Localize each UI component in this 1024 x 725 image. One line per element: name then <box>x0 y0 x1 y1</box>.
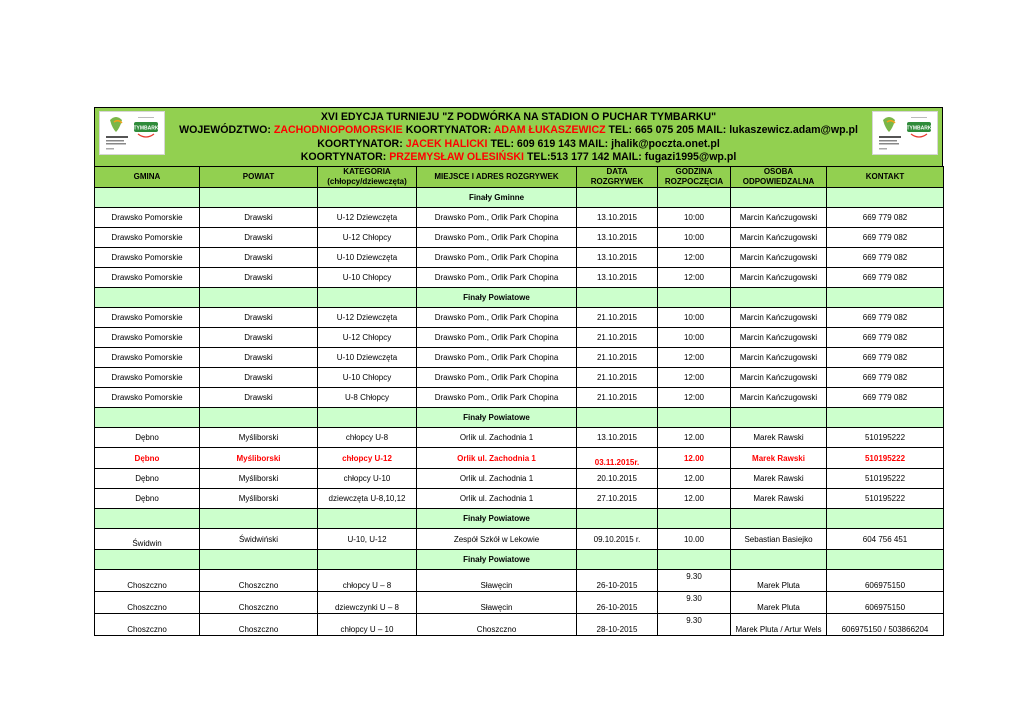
cell-godzina: 12.00 <box>658 489 731 509</box>
cell-miejsce: Drawsko Pom., Orlik Park Chopina <box>417 248 577 268</box>
section-empty-cell <box>827 188 944 208</box>
cell-kategoria: chłopcy U – 10 <box>318 614 417 636</box>
section-empty-cell <box>200 188 318 208</box>
cell-powiat: Drawski <box>200 208 318 228</box>
cell-kontakt: 669 779 082 <box>827 268 944 288</box>
schedule-table <box>94 166 944 636</box>
cell-gmina: Drawsko Pomorskie <box>95 208 200 228</box>
cell-gmina: Drawsko Pomorskie <box>95 368 200 388</box>
cell-powiat: Drawski <box>200 348 318 368</box>
column-header-godzina: GODZINA ROZPOCZĘCIA <box>658 167 731 188</box>
cell-gmina: Dębno <box>95 448 200 469</box>
section-title: Finały Powiatowe <box>417 509 577 529</box>
cell-kontakt: 606975150 / 503866204 <box>827 614 944 636</box>
cell-osoba: Marcin Kańczugowski <box>731 388 827 408</box>
header-text <box>95 111 942 165</box>
section-empty-cell <box>318 408 417 428</box>
cell-data: 13.10.2015 <box>577 228 658 248</box>
cell-osoba: Marcin Kańczugowski <box>731 368 827 388</box>
cell-osoba: Marek Pluta <box>731 592 827 614</box>
section-empty-cell <box>95 408 200 428</box>
cell-gmina: Drawsko Pomorskie <box>95 228 200 248</box>
cell-kategoria: chłopcy U-8 <box>318 428 417 448</box>
cell-kontakt: 510195222 <box>827 448 944 469</box>
cell-powiat: Myśliborski <box>200 428 318 448</box>
cell-godzina: 12:00 <box>658 368 731 388</box>
tymbark-logo-right <box>872 111 938 155</box>
cell-powiat: Choszczno <box>200 614 318 636</box>
cell-data: 27.10.2015 <box>577 489 658 509</box>
cell-kategoria: U-10 Dziewczęta <box>318 348 417 368</box>
cell-gmina: Choszczno <box>95 614 200 636</box>
cell-osoba: Marek Rawski <box>731 489 827 509</box>
cell-powiat: Drawski <box>200 268 318 288</box>
svg-text:TYMBARK: TYMBARK <box>133 125 159 132</box>
cell-kontakt: 669 779 082 <box>827 348 944 368</box>
cell-data: 13.10.2015 <box>577 428 658 448</box>
section-empty-cell <box>658 408 731 428</box>
cell-godzina: 10:00 <box>658 328 731 348</box>
cell-osoba: Marek Rawski <box>731 469 827 489</box>
table-row <box>95 469 944 489</box>
section-empty-cell <box>731 188 827 208</box>
section-empty-cell <box>318 288 417 308</box>
cell-data: 21.10.2015 <box>577 308 658 328</box>
cell-miejsce: Sławęcin <box>417 570 577 592</box>
cell-kontakt: 510195222 <box>827 489 944 509</box>
cell-miejsce: Sławęcin <box>417 592 577 614</box>
section-empty-cell <box>577 408 658 428</box>
cell-kontakt: 669 779 082 <box>827 328 944 348</box>
section-empty-cell <box>95 509 200 529</box>
section-empty-cell <box>95 188 200 208</box>
section-empty-cell <box>577 509 658 529</box>
section-empty-cell <box>658 509 731 529</box>
section-empty-cell <box>731 408 827 428</box>
cell-data: 13.10.2015 <box>577 208 658 228</box>
cell-gmina: Choszczno <box>95 592 200 614</box>
table-row <box>95 614 944 636</box>
section-header-row <box>95 509 944 529</box>
cell-data: 21.10.2015 <box>577 348 658 368</box>
cell-miejsce: Drawsko Pom., Orlik Park Chopina <box>417 308 577 328</box>
cell-powiat: Drawski <box>200 228 318 248</box>
table-row <box>95 388 944 408</box>
section-empty-cell <box>658 288 731 308</box>
cell-powiat: Choszczno <box>200 592 318 614</box>
cell-miejsce: Drawsko Pom., Orlik Park Chopina <box>417 368 577 388</box>
cell-miejsce: Orlik ul. Zachodnia 1 <box>417 428 577 448</box>
cell-osoba: Marcin Kańczugowski <box>731 228 827 248</box>
cell-godzina: 9.30 <box>658 570 731 592</box>
cell-miejsce: Orlik ul. Zachodnia 1 <box>417 448 577 469</box>
cell-miejsce: Drawsko Pom., Orlik Park Chopina <box>417 228 577 248</box>
schedule-sheet <box>94 107 943 636</box>
cell-kontakt: 669 779 082 <box>827 368 944 388</box>
cell-kategoria: U-12 Chłopcy <box>318 328 417 348</box>
cell-powiat: Drawski <box>200 308 318 328</box>
table-row <box>95 228 944 248</box>
cell-osoba: Sebastian Basiejko <box>731 529 827 550</box>
cell-godzina: 12.00 <box>658 448 731 469</box>
section-empty-cell <box>577 188 658 208</box>
column-header-kontakt: KONTAKT <box>827 167 944 188</box>
cell-gmina: Drawsko Pomorskie <box>95 268 200 288</box>
section-empty-cell <box>318 188 417 208</box>
cell-data: 21.10.2015 <box>577 368 658 388</box>
cell-gmina: Dębno <box>95 428 200 448</box>
section-empty-cell <box>577 550 658 570</box>
table-row <box>95 570 944 592</box>
cell-godzina: 12.00 <box>658 469 731 489</box>
cell-kategoria: U-10 Chłopcy <box>318 268 417 288</box>
cell-kategoria: U-10 Chłopcy <box>318 368 417 388</box>
section-empty-cell <box>95 550 200 570</box>
section-empty-cell <box>318 509 417 529</box>
cell-kontakt: 606975150 <box>827 570 944 592</box>
cell-godzina: 10:00 <box>658 308 731 328</box>
cell-kategoria: U-12 Dziewczęta <box>318 208 417 228</box>
section-header-row <box>95 408 944 428</box>
cell-kontakt: 669 779 082 <box>827 248 944 268</box>
cell-kategoria: chłopcy U-10 <box>318 469 417 489</box>
cell-osoba: Marcin Kańczugowski <box>731 328 827 348</box>
cell-godzina: 12.00 <box>658 428 731 448</box>
cell-godzina: 12:00 <box>658 268 731 288</box>
cell-data: 28-10-2015 <box>577 614 658 636</box>
tournament-title: XVI EDYCJA TURNIEJU "Z PODWÓRKA NA STADION O PUCHAR TYMBARKU" <box>320 111 717 123</box>
cell-osoba: Marcin Kańczugowski <box>731 248 827 268</box>
svg-text:TYMBARK: TYMBARK <box>906 125 932 132</box>
cell-osoba: Marcin Kańczugowski <box>731 308 827 328</box>
table-row <box>95 248 944 268</box>
cell-powiat: Myśliborski <box>200 448 318 469</box>
cell-data: 13.10.2015 <box>577 268 658 288</box>
cell-data: 13.10.2015 <box>577 248 658 268</box>
cell-godzina: 10.00 <box>658 529 731 550</box>
cell-osoba: Marek Rawski <box>731 448 827 469</box>
cell-data: 09.10.2015 r. <box>577 529 658 550</box>
section-empty-cell <box>827 408 944 428</box>
cell-data: 03.11.2015r. <box>577 448 658 469</box>
cell-osoba: Marek Pluta <box>731 570 827 592</box>
header-line-1: WOJEWÓDZTWO: ZACHODNIOPOMORSKIE KOORTYNATOR: ADAM ŁUKASZEWICZ TEL: 665 075 205 MAIL: lukaszewicz.adam@wp.pl <box>179 124 858 137</box>
cell-kategoria: dziewczynki U – 8 <box>318 592 417 614</box>
cell-osoba: Marek Pluta / Artur Wels <box>731 614 827 636</box>
section-title: Finały Powiatowe <box>417 288 577 308</box>
cell-data: 21.10.2015 <box>577 328 658 348</box>
cell-powiat: Myśliborski <box>200 489 318 509</box>
cell-gmina: Choszczno <box>95 570 200 592</box>
table-row <box>95 368 944 388</box>
cell-kategoria: U-10, U-12 <box>318 529 417 550</box>
cell-godzina: 10:00 <box>658 228 731 248</box>
cell-gmina: Dębno <box>95 469 200 489</box>
cell-kontakt: 604 756 451 <box>827 529 944 550</box>
cell-kontakt: 510195222 <box>827 469 944 489</box>
table-row <box>95 489 944 509</box>
cell-powiat: Drawski <box>200 248 318 268</box>
cell-kategoria: U-12 Dziewczęta <box>318 308 417 328</box>
section-empty-cell <box>827 288 944 308</box>
cell-powiat: Świdwiński <box>200 529 318 550</box>
cell-kategoria: U-8 Chłopcy <box>318 388 417 408</box>
section-header-row <box>95 288 944 308</box>
section-header-row <box>95 550 944 570</box>
cell-kategoria: dziewczęta U-8,10,12 <box>318 489 417 509</box>
table-row <box>95 428 944 448</box>
cell-godzina: 12:00 <box>658 348 731 368</box>
section-empty-cell <box>827 550 944 570</box>
cell-godzina: 10:00 <box>658 208 731 228</box>
cell-gmina: Drawsko Pomorskie <box>95 328 200 348</box>
header-line-2: KOORTYNATOR: JACEK HALICKI TEL: 609 619 143 MAIL: jhalik@poczta.onet.pl <box>317 137 720 150</box>
cell-kategoria: chłopcy U-12 <box>318 448 417 469</box>
table-row <box>95 308 944 328</box>
section-empty-cell <box>731 550 827 570</box>
cell-gmina: Świdwin <box>95 529 200 550</box>
table-row <box>95 208 944 228</box>
table-row <box>95 448 944 469</box>
cell-kontakt: 669 779 082 <box>827 228 944 248</box>
header-line-3: KOORTYNATOR: PRZEMYSŁAW OLESIŃSKI TEL:513 177 142 MAIL: fugazi1995@wp.pl <box>300 151 737 164</box>
cell-gmina: Drawsko Pomorskie <box>95 348 200 368</box>
cell-miejsce: Drawsko Pom., Orlik Park Chopina <box>417 208 577 228</box>
cell-gmina: Drawsko Pomorskie <box>95 388 200 408</box>
cell-miejsce: Drawsko Pom., Orlik Park Chopina <box>417 388 577 408</box>
cell-data: 26-10-2015 <box>577 592 658 614</box>
cell-miejsce: Choszczno <box>417 614 577 636</box>
column-header-miejsce: MIEJSCE I ADRES ROZGRYWEK <box>417 167 577 188</box>
schedule-body <box>95 188 944 636</box>
section-empty-cell <box>827 509 944 529</box>
cell-godzina: 12:00 <box>658 248 731 268</box>
cell-gmina: Dębno <box>95 489 200 509</box>
cell-miejsce: Drawsko Pom., Orlik Park Chopina <box>417 268 577 288</box>
cell-powiat: Choszczno <box>200 570 318 592</box>
cell-data: 26-10-2015 <box>577 570 658 592</box>
cell-osoba: Marcin Kańczugowski <box>731 268 827 288</box>
cell-kategoria: U-12 Chłopcy <box>318 228 417 248</box>
cell-powiat: Myśliborski <box>200 469 318 489</box>
cell-godzina: 12:00 <box>658 388 731 408</box>
cell-kontakt: 669 779 082 <box>827 208 944 228</box>
cell-miejsce: Zespół Szkół w Lekowie <box>417 529 577 550</box>
section-title: Finały Powiatowe <box>417 550 577 570</box>
section-empty-cell <box>731 509 827 529</box>
section-empty-cell <box>95 288 200 308</box>
cell-kategoria: chłopcy U – 8 <box>318 570 417 592</box>
section-empty-cell <box>200 408 318 428</box>
cell-miejsce: Orlik ul. Zachodnia 1 <box>417 469 577 489</box>
section-title: Finały Powiatowe <box>417 408 577 428</box>
column-header-gmina: GMINA <box>95 167 200 188</box>
cell-godzina: 9.30 <box>658 614 731 636</box>
section-header-row <box>95 188 944 208</box>
section-empty-cell <box>577 288 658 308</box>
cell-miejsce: Orlik ul. Zachodnia 1 <box>417 489 577 509</box>
cell-miejsce: Drawsko Pom., Orlik Park Chopina <box>417 328 577 348</box>
section-empty-cell <box>200 509 318 529</box>
section-title: Finały Gminne <box>417 188 577 208</box>
cell-kontakt: 669 779 082 <box>827 308 944 328</box>
sheet-header <box>94 107 943 166</box>
section-empty-cell <box>658 550 731 570</box>
section-empty-cell <box>658 188 731 208</box>
section-empty-cell <box>200 550 318 570</box>
column-header-powiat: POWIAT <box>200 167 318 188</box>
cell-osoba: Marek Rawski <box>731 428 827 448</box>
cell-powiat: Drawski <box>200 328 318 348</box>
table-row <box>95 592 944 614</box>
cell-osoba: Marcin Kańczugowski <box>731 208 827 228</box>
column-header-kategoria: KATEGORIA (chłopcy/dziewczęta) <box>318 167 417 188</box>
cell-kontakt: 606975150 <box>827 592 944 614</box>
cell-gmina: Drawsko Pomorskie <box>95 308 200 328</box>
table-row <box>95 328 944 348</box>
table-row <box>95 348 944 368</box>
cell-data: 21.10.2015 <box>577 388 658 408</box>
cell-powiat: Drawski <box>200 368 318 388</box>
cell-data: 20.10.2015 <box>577 469 658 489</box>
column-header-osoba: OSOBA ODPOWIEDZALNA <box>731 167 827 188</box>
cell-godzina: 9.30 <box>658 592 731 614</box>
table-row <box>95 529 944 550</box>
cell-kategoria: U-10 Dziewczęta <box>318 248 417 268</box>
cell-miejsce: Drawsko Pom., Orlik Park Chopina <box>417 348 577 368</box>
column-header-data: DATA ROZGRYWEK <box>577 167 658 188</box>
section-empty-cell <box>731 288 827 308</box>
cell-powiat: Drawski <box>200 388 318 408</box>
cell-gmina: Drawsko Pomorskie <box>95 248 200 268</box>
table-row <box>95 268 944 288</box>
cell-kontakt: 669 779 082 <box>827 388 944 408</box>
column-header-row <box>95 167 944 188</box>
cell-kontakt: 510195222 <box>827 428 944 448</box>
section-empty-cell <box>200 288 318 308</box>
cell-osoba: Marcin Kańczugowski <box>731 348 827 368</box>
section-empty-cell <box>318 550 417 570</box>
